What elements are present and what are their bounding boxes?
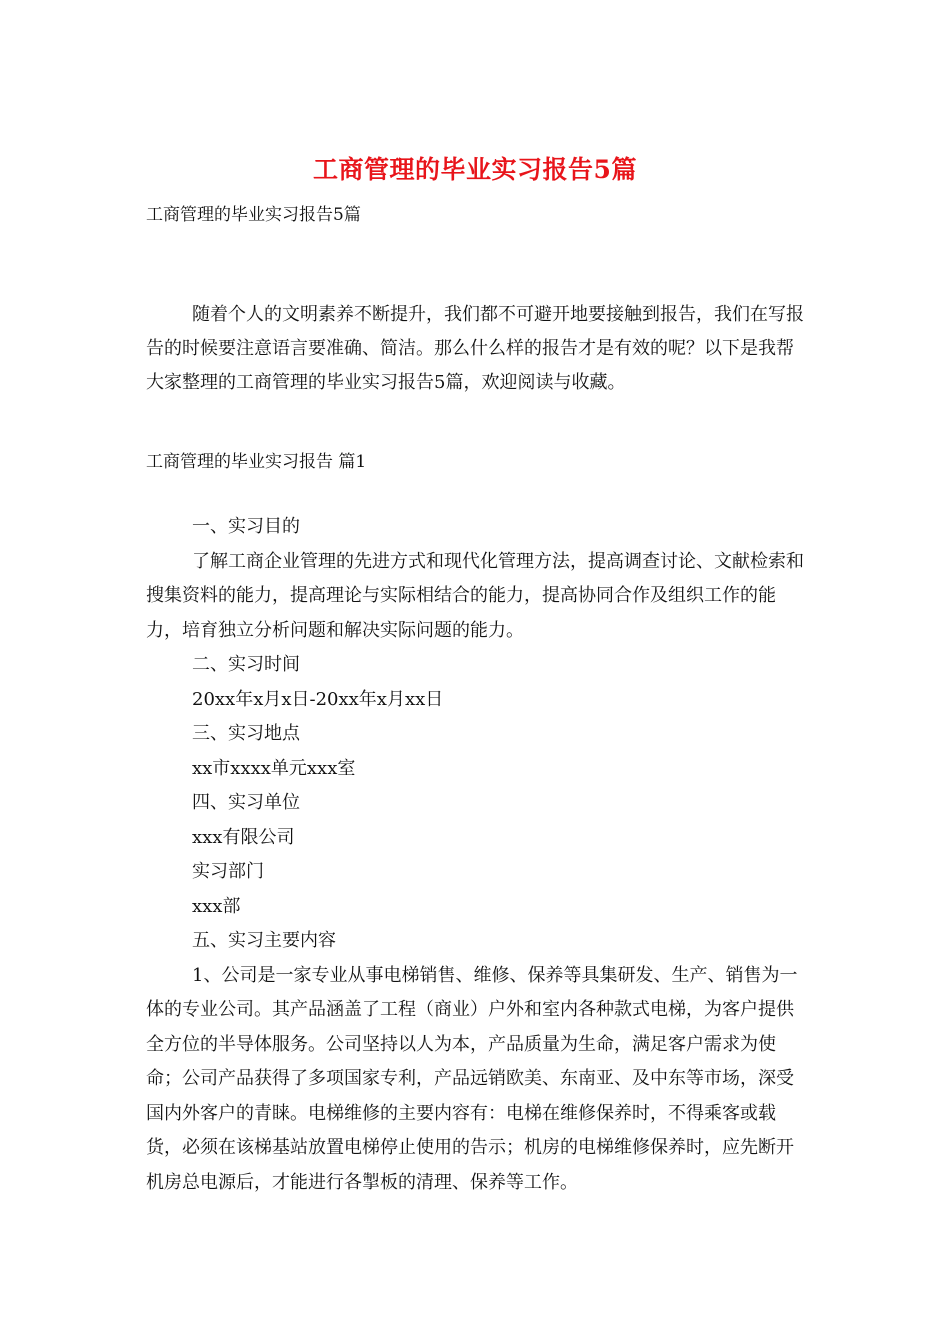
- purpose-heading: 一、实习目的: [192, 516, 300, 537]
- content-heading: 五、实习主要内容: [192, 930, 336, 951]
- report-body: [146, 510, 806, 1200]
- unit-text: xxx有限公司: [192, 826, 295, 848]
- place-heading: 三、实习地点: [192, 723, 300, 744]
- unit-heading: 四、实习单位: [192, 792, 300, 813]
- time-heading: 二、实习时间: [192, 654, 300, 675]
- document-title: 工商管理的毕业实习报告5篇: [313, 155, 637, 184]
- section-heading: 工商管理的毕业实习报告 篇1: [146, 452, 367, 472]
- place-text: xx市xxxx单元xxx室: [192, 757, 356, 779]
- department-heading: 实习部门: [192, 861, 264, 882]
- content-paragraph: 1、公司是一家专业从事电梯销售、维修、保养等具集研发、生产、销售为一体的专业公司。其产品涵盖了工程（商业）户外和室内各种款式电梯，为客户提供全方位的半导体服务。公司坚持以人为本，产品质量为生命，满足客户需求为使命；公司产品获得了多项国家专利，产品远销欧美、东南亚、及中东等市场，深受国内外客户的青睐。电梯维修的主要内容有：电梯在维修保养时，不得乘客或载货，必须在该梯基站放置电梯停止使用的告示；机房的电梯维修保养时，应先断开机房总电源后，才能进行各掣板的清理、保养等工作。: [146, 964, 798, 1193]
- department-text: xxx部: [192, 895, 241, 917]
- time-text: 20xx年x月x日-20xx年x月xx日: [192, 688, 444, 710]
- purpose-paragraph: 了解工商企业管理的先进方式和现代化管理方法，提高调查讨论、文献检索和搜集资料的能力，提高理论与实际相结合的能力，提高协同合作及组织工作的能力，培育独立分析问题和解决实际问题的能力。: [146, 550, 804, 641]
- intro-paragraph: 随着个人的文明素养不断提升，我们都不可避开地要接触到报告，我们在写报告的时候要注意语言要准确、简洁。那么什么样的报告才是有效的呢？以下是我帮大家整理的工商管理的毕业实习报告5篇，欢迎阅读与收藏。: [146, 304, 804, 393]
- document-subtitle: 工商管理的毕业实习报告5篇: [146, 205, 361, 225]
